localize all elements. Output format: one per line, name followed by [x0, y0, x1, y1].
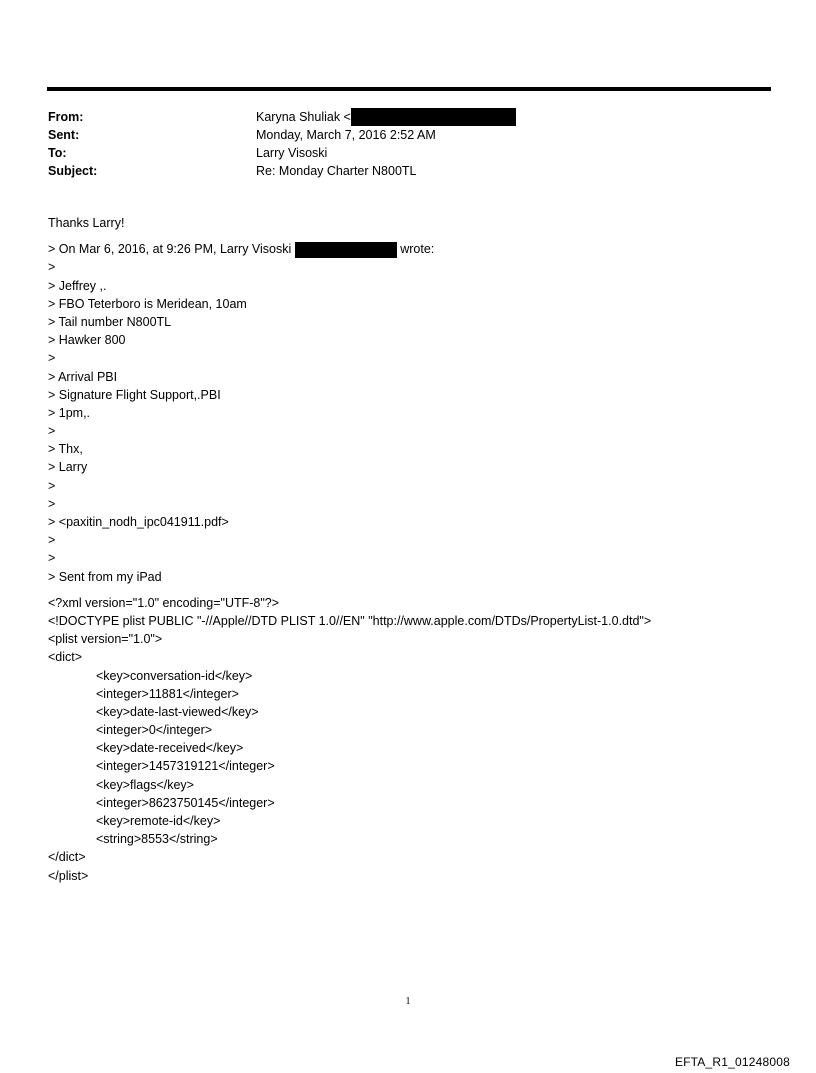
- greeting: Thanks Larry!: [48, 216, 125, 230]
- plist-entry: <key>date-last-viewed</key>: [96, 704, 259, 719]
- plist-entry: <key>flags</key>: [96, 777, 194, 792]
- plist-open: <plist version="1.0">: [48, 632, 163, 647]
- email-body: [48, 214, 788, 885]
- plist-entry: <string>8553</string>: [96, 832, 218, 847]
- quoted-line: > <paxitin_nodh_ipc041911.pdf>: [48, 515, 229, 529]
- quoted-line: >: [48, 551, 56, 566]
- subject-value: Re: Monday Charter N800TL: [256, 164, 417, 178]
- sent-value: Monday, March 7, 2016 2:52 AM: [256, 128, 436, 142]
- page-number: 1: [405, 996, 411, 1007]
- quoted-line: > FBO Teterboro is Meridean, 10am: [48, 296, 247, 311]
- plist-entry: <key>conversation-id</key>: [96, 668, 253, 683]
- redaction-box: [295, 242, 397, 258]
- plist-entry: <integer>11881</integer>: [96, 686, 239, 701]
- plist-entry: <key>date-received</key>: [96, 741, 244, 756]
- quoted-line: >: [48, 260, 56, 275]
- quoted-line: > Sent from my iPad: [48, 569, 162, 584]
- plist-entry: <integer>8623750145</integer>: [96, 795, 275, 810]
- sent-label: Sent:: [48, 128, 80, 142]
- dict-close: </dict>: [48, 850, 86, 865]
- dict-open: <dict>: [48, 650, 83, 665]
- to-value: Larry Visoski: [256, 146, 328, 160]
- redaction-box: [351, 108, 516, 126]
- plist-entries: [48, 667, 788, 849]
- quoted-line: >: [48, 478, 56, 493]
- plist-entry: <key>remote-id</key>: [96, 814, 221, 828]
- quoted-message: [48, 258, 788, 585]
- plist-entry: <integer>1457319121</integer>: [96, 759, 275, 774]
- header-rule: [47, 87, 771, 91]
- quoted-line: > 1pm,.: [48, 405, 91, 420]
- quote-intro-text: > On Mar 6, 2016, at 9:26 PM, Larry Visoski: [48, 242, 295, 257]
- quoted-line: >: [48, 424, 56, 439]
- quoted-line: > Arrival PBI: [48, 369, 118, 384]
- quote-intro-wrote: wrote:: [396, 242, 435, 257]
- quoted-line: >: [48, 351, 56, 366]
- quoted-line: > Larry: [48, 460, 88, 475]
- bates-number: EFTA_R1_01248008: [674, 1055, 790, 1069]
- quoted-line: > Jeffrey ,.: [48, 278, 107, 293]
- plist-entry: <integer>0</integer>: [96, 723, 213, 738]
- plist-close: </plist>: [48, 868, 89, 883]
- quoted-line: > Hawker 800: [48, 333, 126, 348]
- quoted-line: >: [48, 496, 56, 511]
- quote-intro: [48, 240, 788, 258]
- to-label: To:: [48, 146, 67, 160]
- from-value: [256, 108, 516, 126]
- plist-doctype: <!DOCTYPE plist PUBLIC "-//Apple//DTD PLIST 1.0//EN" "http://www.apple.com/DTDs/PropertyList-1.0.dtd">: [48, 613, 652, 628]
- from-label: From:: [48, 110, 84, 124]
- quoted-line: > Signature Flight Support,.PBI: [48, 387, 221, 402]
- from-name: Karyna Shuliak <: [256, 110, 351, 124]
- quoted-line: >: [48, 533, 56, 548]
- quoted-line: > Thx,: [48, 442, 83, 457]
- plist-xml-declaration: <?xml version="1.0" encoding="UTF-8"?>: [48, 595, 280, 610]
- quoted-line: > Tail number N800TL: [48, 314, 172, 329]
- subject-label: Subject:: [48, 164, 98, 178]
